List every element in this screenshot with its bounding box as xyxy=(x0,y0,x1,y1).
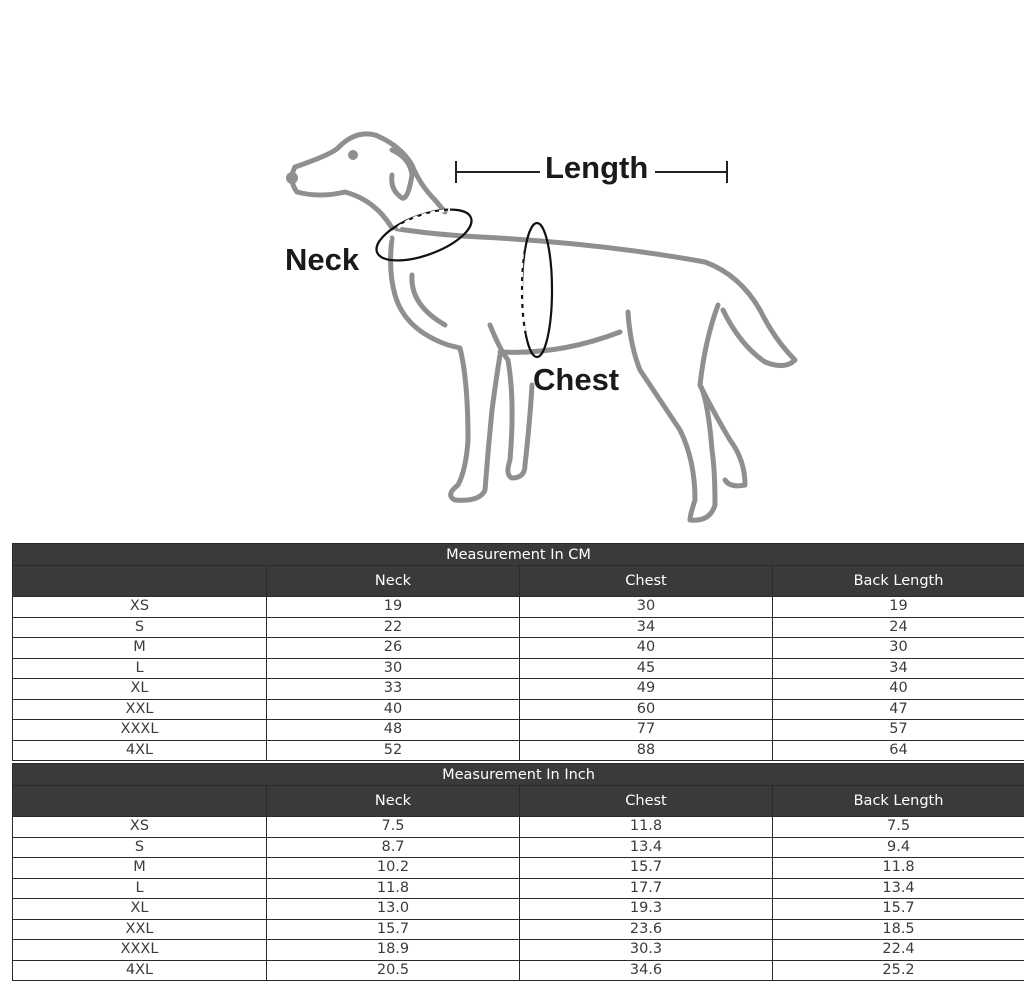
table-row xyxy=(13,960,1024,981)
neck-label: Neck xyxy=(285,242,359,278)
value-cell: 13.4 xyxy=(520,837,773,858)
table-header-row xyxy=(13,786,1024,817)
value-cell: 30 xyxy=(267,658,520,679)
table-title-row xyxy=(13,764,1024,786)
size-cell: 4XL xyxy=(13,740,267,761)
chest-label: Chest xyxy=(533,362,619,398)
value-cell: 15.7 xyxy=(773,899,1024,920)
value-cell: 64 xyxy=(773,740,1024,761)
length-label: Length xyxy=(545,150,648,186)
dog-outline xyxy=(289,134,796,520)
size-cell: XL xyxy=(13,679,267,700)
value-cell: 24 xyxy=(773,617,1024,638)
column-header xyxy=(13,786,267,817)
value-cell: 13.4 xyxy=(773,878,1024,899)
size-cell: L xyxy=(13,878,267,899)
value-cell: 23.6 xyxy=(520,919,773,940)
size-cell: XXXL xyxy=(13,720,267,741)
value-cell: 22.4 xyxy=(773,940,1024,961)
size-cell: XS xyxy=(13,597,267,618)
table-row xyxy=(13,740,1024,761)
size-cell: XL xyxy=(13,899,267,920)
table-row xyxy=(13,699,1024,720)
size-cell: 4XL xyxy=(13,960,267,981)
value-cell: 34.6 xyxy=(520,960,773,981)
table-row xyxy=(13,940,1024,961)
value-cell: 30 xyxy=(520,597,773,618)
value-cell: 57 xyxy=(773,720,1024,741)
size-cell: XXXL xyxy=(13,940,267,961)
column-header xyxy=(13,566,267,597)
size-table-body xyxy=(13,544,1024,761)
size-cell: M xyxy=(13,858,267,879)
table-row xyxy=(13,878,1024,899)
value-cell: 15.7 xyxy=(520,858,773,879)
value-cell: 17.7 xyxy=(520,878,773,899)
value-cell: 15.7 xyxy=(267,919,520,940)
value-cell: 8.7 xyxy=(267,837,520,858)
value-cell: 25.2 xyxy=(773,960,1024,981)
column-header: Chest xyxy=(520,786,773,817)
table-title: Measurement In Inch xyxy=(13,764,1024,786)
value-cell: 40 xyxy=(267,699,520,720)
size-cell: XS xyxy=(13,817,267,838)
value-cell: 26 xyxy=(267,638,520,659)
value-cell: 60 xyxy=(520,699,773,720)
table-row xyxy=(13,837,1024,858)
value-cell: 20.5 xyxy=(267,960,520,981)
column-header: Chest xyxy=(520,566,773,597)
value-cell: 47 xyxy=(773,699,1024,720)
value-cell: 40 xyxy=(520,638,773,659)
column-header: Back Length xyxy=(773,566,1024,597)
table-row xyxy=(13,899,1024,920)
value-cell: 30 xyxy=(773,638,1024,659)
size-table-body xyxy=(13,764,1024,981)
value-cell: 45 xyxy=(520,658,773,679)
table-row xyxy=(13,597,1024,618)
value-cell: 7.5 xyxy=(267,817,520,838)
table-row xyxy=(13,817,1024,838)
value-cell: 13.0 xyxy=(267,899,520,920)
column-header: Back Length xyxy=(773,786,1024,817)
value-cell: 10.2 xyxy=(267,858,520,879)
size-table-cm xyxy=(12,543,1024,761)
value-cell: 30.3 xyxy=(520,940,773,961)
table-row xyxy=(13,919,1024,940)
value-cell: 11.8 xyxy=(773,858,1024,879)
table-title-row xyxy=(13,544,1024,566)
value-cell: 11.8 xyxy=(267,878,520,899)
size-cell: XXL xyxy=(13,919,267,940)
value-cell: 18.5 xyxy=(773,919,1024,940)
size-table-inch xyxy=(12,763,1024,981)
size-cell: S xyxy=(13,617,267,638)
value-cell: 40 xyxy=(773,679,1024,700)
table-row xyxy=(13,617,1024,638)
size-cell: S xyxy=(13,837,267,858)
column-header: Neck xyxy=(267,786,520,817)
size-cell: M xyxy=(13,638,267,659)
value-cell: 19 xyxy=(773,597,1024,618)
table-row xyxy=(13,658,1024,679)
value-cell: 52 xyxy=(267,740,520,761)
value-cell: 34 xyxy=(773,658,1024,679)
value-cell: 19.3 xyxy=(520,899,773,920)
value-cell: 9.4 xyxy=(773,837,1024,858)
table-row xyxy=(13,720,1024,741)
value-cell: 19 xyxy=(267,597,520,618)
table-title: Measurement In CM xyxy=(13,544,1024,566)
value-cell: 49 xyxy=(520,679,773,700)
value-cell: 11.8 xyxy=(520,817,773,838)
value-cell: 22 xyxy=(267,617,520,638)
table-row xyxy=(13,679,1024,700)
column-header: Neck xyxy=(267,566,520,597)
table-row xyxy=(13,638,1024,659)
table-header-row xyxy=(13,566,1024,597)
value-cell: 48 xyxy=(267,720,520,741)
value-cell: 7.5 xyxy=(773,817,1024,838)
value-cell: 88 xyxy=(520,740,773,761)
table-row xyxy=(13,858,1024,879)
value-cell: 34 xyxy=(520,617,773,638)
value-cell: 18.9 xyxy=(267,940,520,961)
size-cell: L xyxy=(13,658,267,679)
size-cell: XXL xyxy=(13,699,267,720)
value-cell: 77 xyxy=(520,720,773,741)
value-cell: 33 xyxy=(267,679,520,700)
